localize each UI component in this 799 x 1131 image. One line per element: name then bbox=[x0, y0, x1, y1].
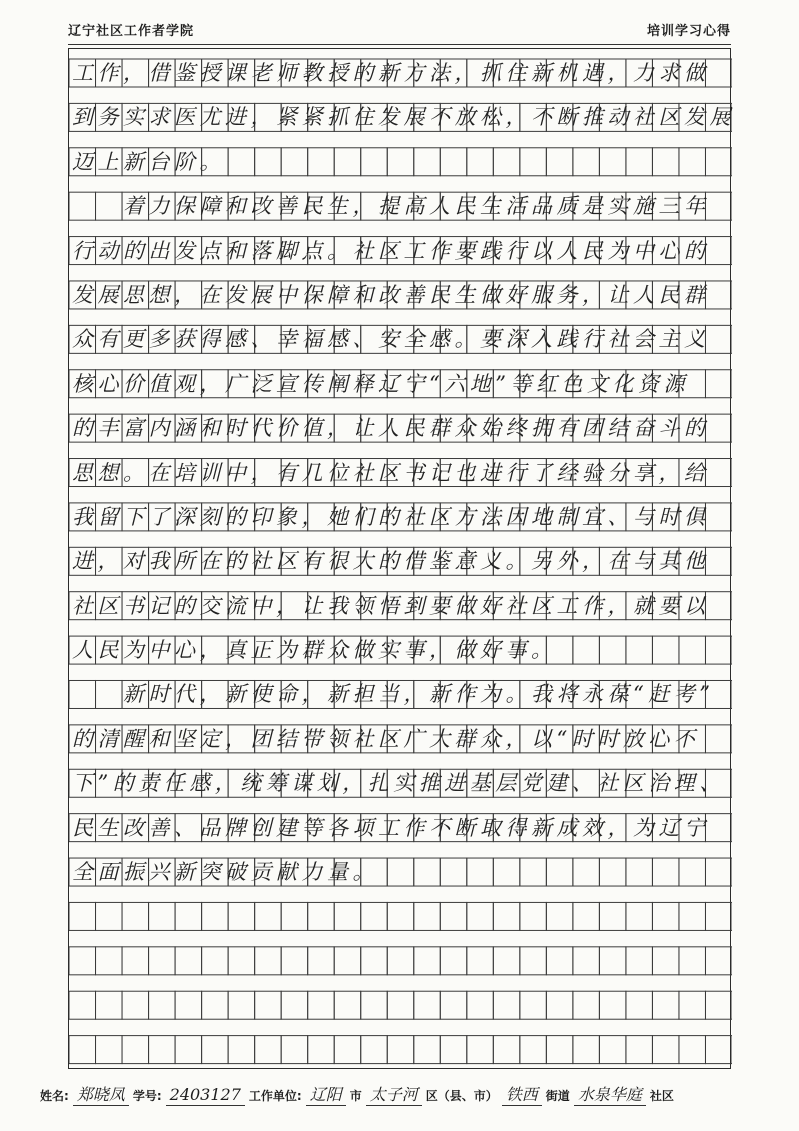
street-suffix: 街道 bbox=[545, 1089, 570, 1103]
city-value: 辽阳 bbox=[306, 1085, 346, 1106]
document-type: 培训学习心得 bbox=[646, 23, 731, 39]
street-value: 铁西 bbox=[502, 1085, 542, 1106]
text-line: 社区书记的交流中，让我领悟到要做好社区工作，就要以 bbox=[72, 593, 710, 618]
text-line: 进，对我所在的社区有很大的借鉴意义。另外，在与其他 bbox=[72, 549, 710, 574]
name-value: 郑晓凤 bbox=[73, 1085, 129, 1106]
id-value: 2403127 bbox=[166, 1085, 245, 1106]
text-line: 发展思想，在发展中保障和改善民生做好服务，让人民群 bbox=[72, 282, 710, 307]
text-line: 的清醒和坚定，团结带领社区广大群众，以“时时放心不 bbox=[72, 726, 700, 751]
text-line: 下”的责任感，统筹谋划，扎实推进基层党建、社区治理、 bbox=[72, 771, 725, 796]
text-line: 新时代，新使命，新担当，新作为。我将永葆“赶考” bbox=[72, 682, 715, 707]
city-suffix: 市 bbox=[349, 1089, 362, 1103]
community-value: 水泉华庭 bbox=[574, 1085, 646, 1106]
text-line: 着力保障和改善民生，提高人民生活品质是实施三年 bbox=[72, 194, 710, 219]
text-line: 迈上新台阶。 bbox=[72, 149, 225, 174]
text-line: 到务实求医尤进，紧紧抓住发展不放松，不断推动社区发展 bbox=[72, 105, 735, 130]
text-line: 众有更多获得感、幸福感、安全感。要深入践行社会主义 bbox=[72, 327, 710, 352]
name-label: 姓名: bbox=[40, 1089, 69, 1103]
text-line: 核心价值观，广泛宣传阐释辽宁“六地”等红色文化资源 bbox=[72, 371, 689, 396]
text-line: 行动的出发点和落脚点。社区工作要践行以人民为中心的 bbox=[72, 238, 710, 263]
id-label: 学号: bbox=[132, 1089, 162, 1103]
community-suffix: 社区 bbox=[649, 1089, 674, 1103]
text-line: 我留下了深刻的印象，她们的社区方法因地制宜、与时俱 bbox=[72, 504, 710, 529]
signature-footer bbox=[40, 1076, 759, 1106]
text-line: 全面振兴新突破贡献力量。 bbox=[72, 860, 378, 885]
text-line: 的丰富内涵和时代价值，让人民群众始终拥有团结奋斗的 bbox=[72, 416, 710, 441]
unit-label: 工作单位: bbox=[248, 1089, 302, 1103]
page-header bbox=[68, 14, 731, 45]
text-line: 民生改善、品牌创建等各项工作不断取得新成效，为辽宁 bbox=[72, 815, 710, 840]
text-line: 思想。在培训中，有几位社区书记也进行了经验分享，给 bbox=[72, 460, 710, 485]
writing-grid-sheet bbox=[68, 48, 735, 1069]
text-line: 工作，借鉴授课老师教授的新方法，抓住新机遇，力求做 bbox=[72, 61, 710, 85]
district-suffix: 区（县、市） bbox=[425, 1089, 498, 1103]
district-value: 太子河 bbox=[366, 1085, 422, 1106]
institution-name: 辽宁社区工作者学院 bbox=[68, 23, 195, 39]
handwritten-text bbox=[69, 49, 735, 1070]
text-line: 人民为中心，真正为群众做实事，做好事。 bbox=[72, 638, 557, 663]
